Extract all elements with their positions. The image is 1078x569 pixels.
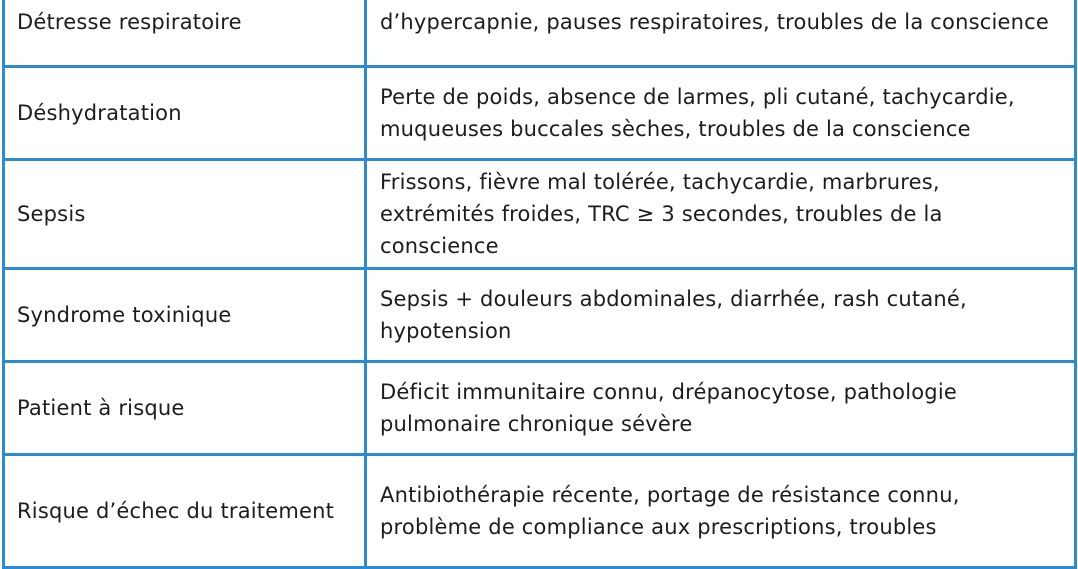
table-row [4, 269, 1076, 362]
row-label: Déshydratation [4, 67, 366, 160]
row-description: Perte de poids, absence de larmes, pli cutané, tachycardie, muqueuses buccales sèches, troubles de la conscience [366, 67, 1076, 160]
row-label: Syndrome toxinique [4, 269, 366, 362]
table-row [4, 455, 1076, 568]
table-row [4, 67, 1076, 160]
table-row [4, 362, 1076, 455]
row-description: Antibiothérapie récente, portage de résistance connu, problème de compliance aux prescriptions, troubles [366, 455, 1076, 568]
row-label: Détresse respiratoire [4, 0, 366, 67]
row-label: Sepsis [4, 160, 366, 269]
table-row [4, 0, 1076, 67]
row-description: Frissons, fièvre mal tolérée, tachycardie, marbrures, extrémités froides, TRC ≥ 3 secondes, troubles de la conscience [366, 160, 1076, 269]
row-description: Déficit immunitaire connu, drépanocytose, pathologie pulmonaire chronique sévère [366, 362, 1076, 455]
row-description: d’hypercapnie, pauses respiratoires, troubles de la conscience [366, 0, 1076, 67]
table-row [4, 160, 1076, 269]
criteria-table [2, 0, 1077, 569]
row-description: Sepsis + douleurs abdominales, diarrhée, rash cutané, hypotension [366, 269, 1076, 362]
row-label: Risque d’échec du traitement [4, 455, 366, 568]
row-label: Patient à risque [4, 362, 366, 455]
